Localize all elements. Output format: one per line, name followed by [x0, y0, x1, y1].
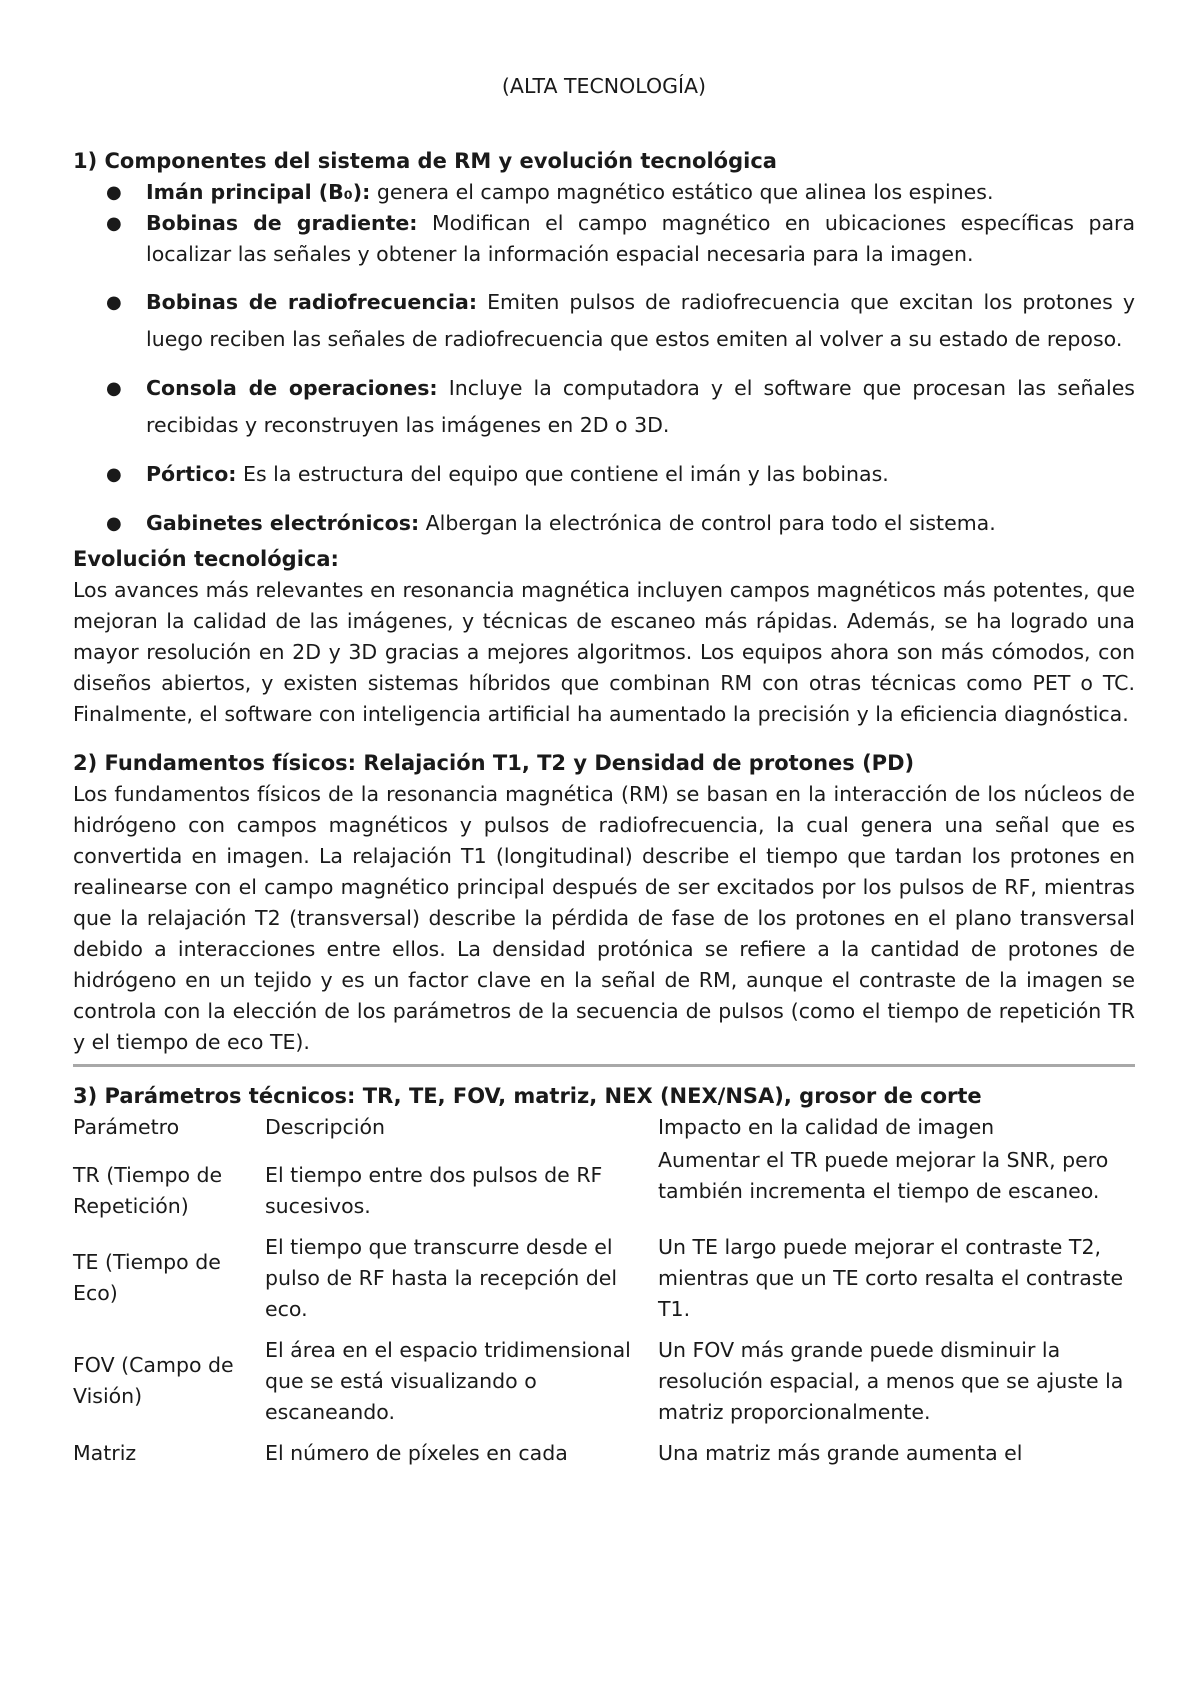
item-term: Consola de operaciones: [146, 376, 438, 400]
table-cell: TE (Tiempo de Eco) [73, 1250, 221, 1305]
item-term: Bobinas de radiofrecuencia: [146, 290, 478, 314]
table-row [73, 1145, 1135, 1232]
evolution-paragraph: Los avances más relevantes en resonancia magnética incluyen campos magnéticos más potentes, que mejoran la calidad de las imágenes, y técnicas de escaneo más rápidas. Además, se ha logrado una mayor resolución en 2D y 3D gracias a mejores algoritmos. Los equipos ahora son más cómodos, con diseños abiertos, y existen sistemas híbridos que combinan RM con otras técnicas como PET o TC. Finalmente, el software con inteligencia artificial ha aumentado la precisión y la eficiencia diagnóstica. [73, 578, 1135, 726]
list-item [73, 177, 1135, 208]
list-item [73, 370, 1135, 444]
table-cell: Matriz [73, 1441, 137, 1465]
table-cell: TR (Tiempo de Repetición) [73, 1163, 223, 1218]
document-title: (ALTA TECNOLOGÍA) [501, 74, 707, 98]
parameters-table [73, 1112, 1135, 1479]
table-cell: El número de píxeles en cada [265, 1441, 568, 1465]
column-header: Parámetro [73, 1115, 180, 1139]
item-text: Incluye la computadora y el software que procesan las señales recibidas y reconstruyen las imágenes en 2D o 3D. [146, 376, 1135, 437]
column-header: Impacto en la calidad de imagen [658, 1115, 995, 1139]
section-divider [73, 1064, 1135, 1067]
table-cell: Aumentar el TR puede mejorar la SNR, pero también incrementa el tiempo de escaneo. [658, 1148, 1109, 1203]
section2-heading: 2) Fundamentos físicos: Relajación T1, T2 y Densidad de protones (PD) [73, 751, 915, 775]
item-text: Emiten pulsos de radiofrecuencia que excitan los protones y luego reciben las señales de radiofrecuencia que estos emiten al volver a su estado de reposo. [146, 290, 1135, 351]
bullet-icon: ● [106, 213, 122, 234]
list-item [73, 208, 1135, 270]
evolution-heading: Evolución tecnológica: [73, 547, 339, 571]
bullet-icon: ● [106, 182, 122, 203]
table-cell: El tiempo entre dos pulsos de RF sucesivos. [265, 1163, 603, 1218]
list-item [73, 456, 1135, 493]
item-text: genera el campo magnético estático que alinea los espines. [370, 180, 994, 204]
item-term: Pórtico: [146, 462, 237, 486]
item-term: Imán principal (B₀): [146, 180, 371, 204]
table-cell: Una matriz más grande aumenta el [658, 1441, 1023, 1465]
item-term: Bobinas de gradiente: [146, 211, 418, 235]
table-cell: FOV (Campo de Visión) [73, 1353, 234, 1408]
bullet-icon: ● [106, 513, 122, 534]
bullet-icon: ● [106, 292, 122, 313]
section2-paragraph: Los fundamentos físicos de la resonancia magnética (RM) se basan en la interacción de los núcleos de hidrógeno con campos magnéticos y pulsos de radiofrecuencia, la cual genera una señal que es convertida en imagen. La relajación T1 (longitudinal) describe el tiempo que tardan los protones en realinearse con el campo magnético principal después de ser excitados por los pulsos de RF, mientras que la relajación T2 (transversal) describe la pérdida de fase de los protones en el plano transversal debido a interacciones entre ellos. La densidad protónica se refiere a la cantidad de protones de hidrógeno en un tejido y es un factor clave en la señal de RM, aunque el contraste de la imagen se controla con la elección de los parámetros de la secuencia de pulsos (como el tiempo de repetición TR y el tiempo de eco TE). [73, 782, 1135, 1054]
item-text: Modifican el campo magnético en ubicaciones específicas para localizar las señales y obtener la información espacial necesaria para la imagen. [146, 211, 1136, 266]
bullet-icon: ● [106, 378, 122, 399]
item-text: Es la estructura del equipo que contiene el imán y las bobinas. [236, 462, 889, 486]
list-item [73, 284, 1135, 358]
table-cell: El área en el espacio tridimensional que se está visualizando o escaneando. [265, 1338, 631, 1424]
table-row [73, 1335, 1135, 1438]
table-header-row [73, 1112, 1135, 1145]
table-row [73, 1438, 1135, 1479]
table-row [73, 1232, 1135, 1335]
item-term: Gabinetes electrónicos: [146, 511, 420, 535]
table-cell: Un TE largo puede mejorar el contraste T2, mientras que un TE corto resalta el contraste T1. [658, 1235, 1124, 1321]
list-item [73, 505, 1135, 542]
bullet-icon: ● [106, 464, 122, 485]
table-cell: El tiempo que transcurre desde el pulso de RF hasta la recepción del eco. [265, 1235, 618, 1321]
components-list [73, 177, 1135, 542]
column-header: Descripción [265, 1115, 385, 1139]
section3-heading: 3) Parámetros técnicos: TR, TE, FOV, matriz, NEX (NEX/NSA), grosor de corte [73, 1084, 982, 1108]
document-page [73, 66, 1135, 1479]
item-text: Albergan la electrónica de control para todo el sistema. [419, 511, 996, 535]
section1-heading: 1) Componentes del sistema de RM y evolución tecnológica [73, 149, 777, 173]
table-cell: Un FOV más grande puede disminuir la resolución espacial, a menos que se ajuste la matriz proporcionalmente. [658, 1338, 1124, 1424]
